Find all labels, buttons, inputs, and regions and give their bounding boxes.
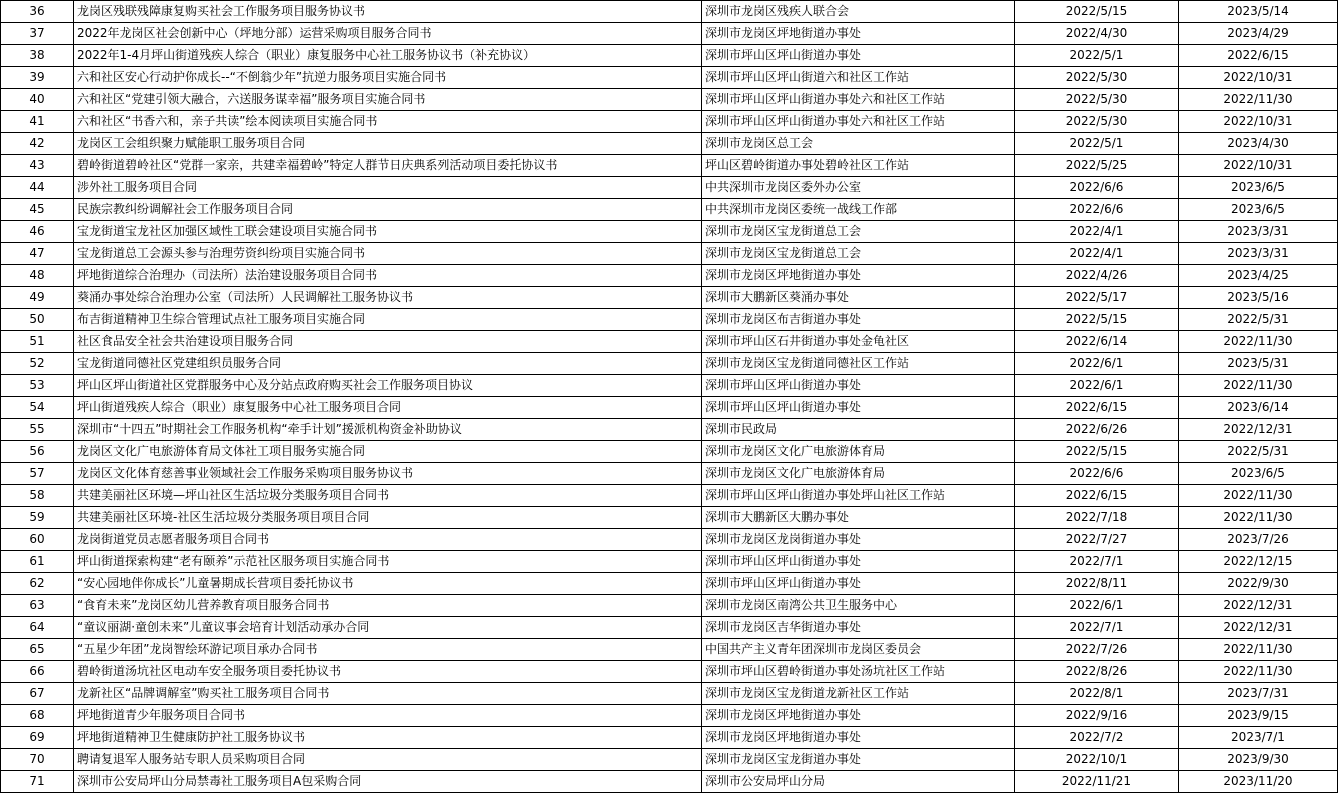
client-organization-cell[interactable]: 深圳市坪山区坪山街道办事处六和社区工作站: [702, 89, 1015, 111]
start-date-cell[interactable]: 2022/4/26: [1015, 265, 1179, 287]
row-number-cell[interactable]: 63: [1, 595, 74, 617]
client-organization-cell[interactable]: 中国共产主义青年团深圳市龙岗区委员会: [702, 639, 1015, 661]
start-date-cell[interactable]: 2022/7/2: [1015, 727, 1179, 749]
client-organization-cell[interactable]: 深圳市龙岗区坪地街道办事处: [702, 727, 1015, 749]
client-organization-cell[interactable]: 深圳市龙岗区宝龙街道总工会: [702, 221, 1015, 243]
project-name-cell[interactable]: “食育未来”龙岗区幼儿营养教育项目服务合同书: [74, 595, 702, 617]
row-number-cell[interactable]: 36: [1, 1, 74, 23]
end-date-cell[interactable]: 2022/10/31: [1179, 111, 1338, 133]
row-number-cell[interactable]: 45: [1, 199, 74, 221]
client-organization-cell[interactable]: 深圳市龙岗区总工会: [702, 133, 1015, 155]
client-organization-cell[interactable]: 深圳市龙岗区残疾人联合会: [702, 1, 1015, 23]
client-organization-cell[interactable]: 深圳市龙岗区南湾公共卫生服务中心: [702, 595, 1015, 617]
table-row: [1, 727, 1338, 749]
project-name-cell[interactable]: 共建美丽社区环境-社区生活垃圾分类服务项目项目合同: [74, 507, 702, 529]
client-organization-cell[interactable]: 深圳市龙岗区宝龙街道办事处: [702, 749, 1015, 771]
table-row: [1, 683, 1338, 705]
end-date-cell[interactable]: 2023/6/14: [1179, 397, 1338, 419]
start-date-cell[interactable]: 2022/6/1: [1015, 595, 1179, 617]
table-row: [1, 595, 1338, 617]
row-number-cell[interactable]: 49: [1, 287, 74, 309]
row-number-cell[interactable]: 40: [1, 89, 74, 111]
end-date-cell[interactable]: 2022/5/31: [1179, 441, 1338, 463]
end-date-cell[interactable]: 2022/11/30: [1179, 331, 1338, 353]
client-organization-cell[interactable]: 深圳市坪山区坪山街道办事处: [702, 551, 1015, 573]
table-row: [1, 243, 1338, 265]
client-organization-cell[interactable]: 深圳市大鹏新区大鹏办事处: [702, 507, 1015, 529]
table-row: [1, 397, 1338, 419]
row-number-cell[interactable]: 43: [1, 155, 74, 177]
project-name-cell[interactable]: 坪地街道精神卫生健康防护社工服务协议书: [74, 727, 702, 749]
end-date-cell[interactable]: 2022/11/30: [1179, 375, 1338, 397]
client-organization-cell[interactable]: 深圳市龙岗区文化广电旅游体育局: [702, 463, 1015, 485]
start-date-cell[interactable]: 2022/5/17: [1015, 287, 1179, 309]
row-number-cell[interactable]: 50: [1, 309, 74, 331]
end-date-cell[interactable]: 2022/6/15: [1179, 45, 1338, 67]
row-number-cell[interactable]: 53: [1, 375, 74, 397]
end-date-cell[interactable]: 2023/3/31: [1179, 243, 1338, 265]
start-date-cell[interactable]: 2022/4/30: [1015, 23, 1179, 45]
project-name-cell[interactable]: “五星少年团”龙岗智绘环游记项目承办合同书: [74, 639, 702, 661]
end-date-cell[interactable]: 2022/11/30: [1179, 661, 1338, 683]
client-organization-cell[interactable]: 深圳市坪山区坪山街道办事处: [702, 45, 1015, 67]
project-name-cell[interactable]: 坪地街道青少年服务项目合同书: [74, 705, 702, 727]
table-row: [1, 133, 1338, 155]
client-organization-cell[interactable]: 深圳市龙岗区坪地街道办事处: [702, 705, 1015, 727]
end-date-cell[interactable]: 2022/10/31: [1179, 155, 1338, 177]
table-row: [1, 111, 1338, 133]
project-name-cell[interactable]: 龙岗区文化体育慈善事业领域社会工作服务采购项目服务协议书: [74, 463, 702, 485]
start-date-cell[interactable]: 2022/5/1: [1015, 133, 1179, 155]
row-number-cell[interactable]: 61: [1, 551, 74, 573]
table-row: [1, 771, 1338, 793]
start-date-cell[interactable]: 2022/5/15: [1015, 1, 1179, 23]
row-number-cell[interactable]: 42: [1, 133, 74, 155]
table-row: [1, 309, 1338, 331]
row-number-cell[interactable]: 38: [1, 45, 74, 67]
row-number-cell[interactable]: 59: [1, 507, 74, 529]
table-row: [1, 573, 1338, 595]
table-row: [1, 221, 1338, 243]
start-date-cell[interactable]: 2022/5/25: [1015, 155, 1179, 177]
table-row: [1, 441, 1338, 463]
row-number-cell[interactable]: 70: [1, 749, 74, 771]
row-number-cell[interactable]: 69: [1, 727, 74, 749]
end-date-cell[interactable]: 2022/11/30: [1179, 89, 1338, 111]
row-number-cell[interactable]: 68: [1, 705, 74, 727]
end-date-cell[interactable]: 2022/11/30: [1179, 639, 1338, 661]
end-date-cell[interactable]: 2023/9/15: [1179, 705, 1338, 727]
table-row: [1, 67, 1338, 89]
row-number-cell[interactable]: 41: [1, 111, 74, 133]
end-date-cell[interactable]: 2023/6/5: [1179, 199, 1338, 221]
row-number-cell[interactable]: 48: [1, 265, 74, 287]
project-name-cell[interactable]: 六和社区安心行动护你成长--“不倒翁少年”抗逆力服务项目实施合同书: [74, 67, 702, 89]
project-name-cell[interactable]: 龙新社区“品牌调解室”购买社工服务项目合同书: [74, 683, 702, 705]
project-name-cell[interactable]: 社区食品安全社会共治建设项目服务合同: [74, 331, 702, 353]
row-number-cell[interactable]: 64: [1, 617, 74, 639]
project-name-cell[interactable]: 涉外社工服务项目合同: [74, 177, 702, 199]
client-organization-cell[interactable]: 深圳市龙岗区坪地街道办事处: [702, 265, 1015, 287]
end-date-cell[interactable]: 2022/12/31: [1179, 419, 1338, 441]
table-row: [1, 639, 1338, 661]
project-name-cell[interactable]: 聘请复退军人服务站专职人员采购项目合同: [74, 749, 702, 771]
table-row: [1, 617, 1338, 639]
table-row: [1, 749, 1338, 771]
end-date-cell[interactable]: 2023/7/31: [1179, 683, 1338, 705]
end-date-cell[interactable]: 2022/10/31: [1179, 67, 1338, 89]
start-date-cell[interactable]: 2022/11/21: [1015, 771, 1179, 793]
table-row: [1, 661, 1338, 683]
client-organization-cell[interactable]: 深圳市坪山区石井街道办事处金龟社区: [702, 331, 1015, 353]
start-date-cell[interactable]: 2022/4/1: [1015, 243, 1179, 265]
row-number-cell[interactable]: 55: [1, 419, 74, 441]
start-date-cell[interactable]: 2022/6/15: [1015, 485, 1179, 507]
start-date-cell[interactable]: 2022/6/6: [1015, 199, 1179, 221]
table-row: [1, 507, 1338, 529]
project-name-cell[interactable]: 龙岗区文化广电旅游体育局文体社工项目服务实施合同: [74, 441, 702, 463]
row-number-cell[interactable]: 37: [1, 23, 74, 45]
end-date-cell[interactable]: 2023/4/30: [1179, 133, 1338, 155]
end-date-cell[interactable]: 2022/11/30: [1179, 485, 1338, 507]
start-date-cell[interactable]: 2022/5/30: [1015, 111, 1179, 133]
contract-table-body: [1, 1, 1338, 793]
start-date-cell[interactable]: 2022/8/26: [1015, 661, 1179, 683]
row-number-cell[interactable]: 46: [1, 221, 74, 243]
table-row: [1, 287, 1338, 309]
project-name-cell[interactable]: 共建美丽社区环境—坪山社区生活垃圾分类服务项目合同书: [74, 485, 702, 507]
table-row: [1, 551, 1338, 573]
client-organization-cell[interactable]: 深圳市大鹏新区葵涌办事处: [702, 287, 1015, 309]
project-name-cell[interactable]: 坪山区坪山街道社区党群服务中心及分站点政府购买社会工作服务项目协议: [74, 375, 702, 397]
end-date-cell[interactable]: 2022/12/31: [1179, 617, 1338, 639]
start-date-cell[interactable]: 2022/5/15: [1015, 441, 1179, 463]
end-date-cell[interactable]: 2023/5/14: [1179, 1, 1338, 23]
row-number-cell[interactable]: 65: [1, 639, 74, 661]
table-row: [1, 45, 1338, 67]
client-organization-cell[interactable]: 深圳市坪山区坪山街道办事处: [702, 397, 1015, 419]
start-date-cell[interactable]: 2022/6/1: [1015, 375, 1179, 397]
start-date-cell[interactable]: 2022/7/1: [1015, 617, 1179, 639]
row-number-cell[interactable]: 58: [1, 485, 74, 507]
end-date-cell[interactable]: 2023/9/30: [1179, 749, 1338, 771]
project-name-cell[interactable]: 深圳市“十四五”时期社会工作服务机构“牵手计划”援派机构资金补助协议: [74, 419, 702, 441]
end-date-cell[interactable]: 2023/3/31: [1179, 221, 1338, 243]
project-name-cell[interactable]: 布吉街道精神卫生综合管理试点社工服务项目实施合同: [74, 309, 702, 331]
row-number-cell[interactable]: 44: [1, 177, 74, 199]
end-date-cell[interactable]: 2022/12/31: [1179, 595, 1338, 617]
client-organization-cell[interactable]: 深圳市龙岗区宝龙街道总工会: [702, 243, 1015, 265]
project-name-cell[interactable]: 深圳市公安局坪山分局禁毒社工服务项目A包采购合同: [74, 771, 702, 793]
table-row: [1, 199, 1338, 221]
row-number-cell[interactable]: 52: [1, 353, 74, 375]
project-name-cell[interactable]: 六和社区“书香六和，亲子共读”绘本阅读项目实施合同书: [74, 111, 702, 133]
client-organization-cell[interactable]: 深圳市坪山区坪山街道办事处坪山社区工作站: [702, 485, 1015, 507]
end-date-cell[interactable]: 2022/12/15: [1179, 551, 1338, 573]
project-name-cell[interactable]: 龙岗区工会组织聚力赋能职工服务项目合同: [74, 133, 702, 155]
client-organization-cell[interactable]: 坪山区碧岭街道办事处碧岭社区工作站: [702, 155, 1015, 177]
project-name-cell[interactable]: 坪地街道综合治理办（司法所）法治建设服务项目合同书: [74, 265, 702, 287]
client-organization-cell[interactable]: 深圳市坪山区坪山街道办事处: [702, 375, 1015, 397]
start-date-cell[interactable]: 2022/6/1: [1015, 353, 1179, 375]
project-name-cell[interactable]: “安心园地伴你成长”儿童暑期成长营项目委托协议书: [74, 573, 702, 595]
end-date-cell[interactable]: 2022/9/30: [1179, 573, 1338, 595]
table-row: [1, 331, 1338, 353]
end-date-cell[interactable]: 2023/7/1: [1179, 727, 1338, 749]
project-name-cell[interactable]: 宝龙街道总工会源头参与治理劳资纠纷项目实施合同书: [74, 243, 702, 265]
client-organization-cell[interactable]: 深圳市龙岗区龙岗街道办事处: [702, 529, 1015, 551]
project-name-cell[interactable]: 龙岗区残联残障康复购买社会工作服务项目服务协议书: [74, 1, 702, 23]
project-name-cell[interactable]: 碧岭街道汤坑社区电动车安全服务项目委托协议书: [74, 661, 702, 683]
table-row: [1, 485, 1338, 507]
start-date-cell[interactable]: 2022/6/6: [1015, 463, 1179, 485]
row-number-cell[interactable]: 47: [1, 243, 74, 265]
start-date-cell[interactable]: 2022/7/1: [1015, 551, 1179, 573]
table-row: [1, 155, 1338, 177]
client-organization-cell[interactable]: 深圳市龙岗区宝龙街道龙新社区工作站: [702, 683, 1015, 705]
end-date-cell[interactable]: 2023/4/25: [1179, 265, 1338, 287]
row-number-cell[interactable]: 39: [1, 67, 74, 89]
start-date-cell[interactable]: 2022/7/27: [1015, 529, 1179, 551]
table-row: [1, 1, 1338, 23]
table-row: [1, 89, 1338, 111]
end-date-cell[interactable]: 2023/5/31: [1179, 353, 1338, 375]
row-number-cell[interactable]: 71: [1, 771, 74, 793]
table-row: [1, 265, 1338, 287]
start-date-cell[interactable]: 2022/5/15: [1015, 309, 1179, 331]
project-name-cell[interactable]: 碧岭街道碧岭社区“党群一家亲，共建幸福碧岭”特定人群节日庆典系列活动项目委托协议书: [74, 155, 702, 177]
table-row: [1, 705, 1338, 727]
row-number-cell[interactable]: 54: [1, 397, 74, 419]
end-date-cell[interactable]: 2023/7/26: [1179, 529, 1338, 551]
end-date-cell[interactable]: 2023/6/5: [1179, 177, 1338, 199]
client-organization-cell[interactable]: 深圳市民政局: [702, 419, 1015, 441]
row-number-cell[interactable]: 60: [1, 529, 74, 551]
start-date-cell[interactable]: 2022/4/1: [1015, 221, 1179, 243]
project-name-cell[interactable]: 坪山街道探索构建“老有颐养”示范社区服务项目实施合同书: [74, 551, 702, 573]
row-number-cell[interactable]: 56: [1, 441, 74, 463]
client-organization-cell[interactable]: 中共深圳市龙岗区委统一战线工作部: [702, 199, 1015, 221]
project-name-cell[interactable]: “童议丽湖·童创未来”儿童议事会培育计划活动承办合同: [74, 617, 702, 639]
row-number-cell[interactable]: 66: [1, 661, 74, 683]
client-organization-cell[interactable]: 深圳市坪山区碧岭街道办事处汤坑社区工作站: [702, 661, 1015, 683]
table-row: [1, 353, 1338, 375]
end-date-cell[interactable]: 2023/5/16: [1179, 287, 1338, 309]
row-number-cell[interactable]: 51: [1, 331, 74, 353]
row-number-cell[interactable]: 62: [1, 573, 74, 595]
project-name-cell[interactable]: 民族宗教纠纷调解社会工作服务项目合同: [74, 199, 702, 221]
end-date-cell[interactable]: 2023/4/29: [1179, 23, 1338, 45]
start-date-cell[interactable]: 2022/5/1: [1015, 45, 1179, 67]
start-date-cell[interactable]: 2022/10/1: [1015, 749, 1179, 771]
end-date-cell[interactable]: 2023/11/20: [1179, 771, 1338, 793]
table-row: [1, 375, 1338, 397]
end-date-cell[interactable]: 2023/6/5: [1179, 463, 1338, 485]
row-number-cell[interactable]: 57: [1, 463, 74, 485]
client-organization-cell[interactable]: 深圳市公安局坪山分局: [702, 771, 1015, 793]
start-date-cell[interactable]: 2022/5/30: [1015, 89, 1179, 111]
project-name-cell[interactable]: 龙岗街道党员志愿者服务项目合同书: [74, 529, 702, 551]
client-organization-cell[interactable]: 深圳市坪山区坪山街道六和社区工作站: [702, 67, 1015, 89]
project-name-cell[interactable]: 六和社区“党建引领大融合，六送服务谋幸福”服务项目实施合同书: [74, 89, 702, 111]
end-date-cell[interactable]: 2022/11/30: [1179, 507, 1338, 529]
start-date-cell[interactable]: 2022/7/18: [1015, 507, 1179, 529]
client-organization-cell[interactable]: 中共深圳市龙岗区委外办公室: [702, 177, 1015, 199]
start-date-cell[interactable]: 2022/9/16: [1015, 705, 1179, 727]
client-organization-cell[interactable]: 深圳市坪山区坪山街道办事处: [702, 573, 1015, 595]
client-organization-cell[interactable]: 深圳市龙岗区吉华街道办事处: [702, 617, 1015, 639]
table-row: [1, 23, 1338, 45]
start-date-cell[interactable]: 2022/6/15: [1015, 397, 1179, 419]
client-organization-cell[interactable]: 深圳市龙岗区宝龙街道同德社区工作站: [702, 353, 1015, 375]
table-row: [1, 177, 1338, 199]
start-date-cell[interactable]: 2022/8/1: [1015, 683, 1179, 705]
client-organization-cell[interactable]: 深圳市龙岗区布吉街道办事处: [702, 309, 1015, 331]
end-date-cell[interactable]: 2022/5/31: [1179, 309, 1338, 331]
table-row: [1, 529, 1338, 551]
project-name-cell[interactable]: 2022年龙岗区社会创新中心（坪地分部）运营采购项目服务合同书: [74, 23, 702, 45]
client-organization-cell[interactable]: 深圳市龙岗区坪地街道办事处: [702, 23, 1015, 45]
table-row: [1, 419, 1338, 441]
project-name-cell[interactable]: 2022年1-4月坪山街道残疾人综合（职业）康复服务中心社工服务协议书（补充协议）: [74, 45, 702, 67]
start-date-cell[interactable]: 2022/8/11: [1015, 573, 1179, 595]
table-row: [1, 463, 1338, 485]
project-name-cell[interactable]: 宝龙街道宝龙社区加强区域性工联会建设项目实施合同书: [74, 221, 702, 243]
start-date-cell[interactable]: 2022/7/26: [1015, 639, 1179, 661]
project-name-cell[interactable]: 宝龙街道同德社区党建组织员服务合同: [74, 353, 702, 375]
client-organization-cell[interactable]: 深圳市龙岗区文化广电旅游体育局: [702, 441, 1015, 463]
start-date-cell[interactable]: 2022/6/14: [1015, 331, 1179, 353]
start-date-cell[interactable]: 2022/6/26: [1015, 419, 1179, 441]
project-name-cell[interactable]: 坪山街道残疾人综合（职业）康复服务中心社工服务项目合同: [74, 397, 702, 419]
row-number-cell[interactable]: 67: [1, 683, 74, 705]
start-date-cell[interactable]: 2022/5/30: [1015, 67, 1179, 89]
project-name-cell[interactable]: 葵涌办事处综合治理办公室（司法所）人民调解社工服务协议书: [74, 287, 702, 309]
start-date-cell[interactable]: 2022/6/6: [1015, 177, 1179, 199]
client-organization-cell[interactable]: 深圳市坪山区坪山街道办事处六和社区工作站: [702, 111, 1015, 133]
